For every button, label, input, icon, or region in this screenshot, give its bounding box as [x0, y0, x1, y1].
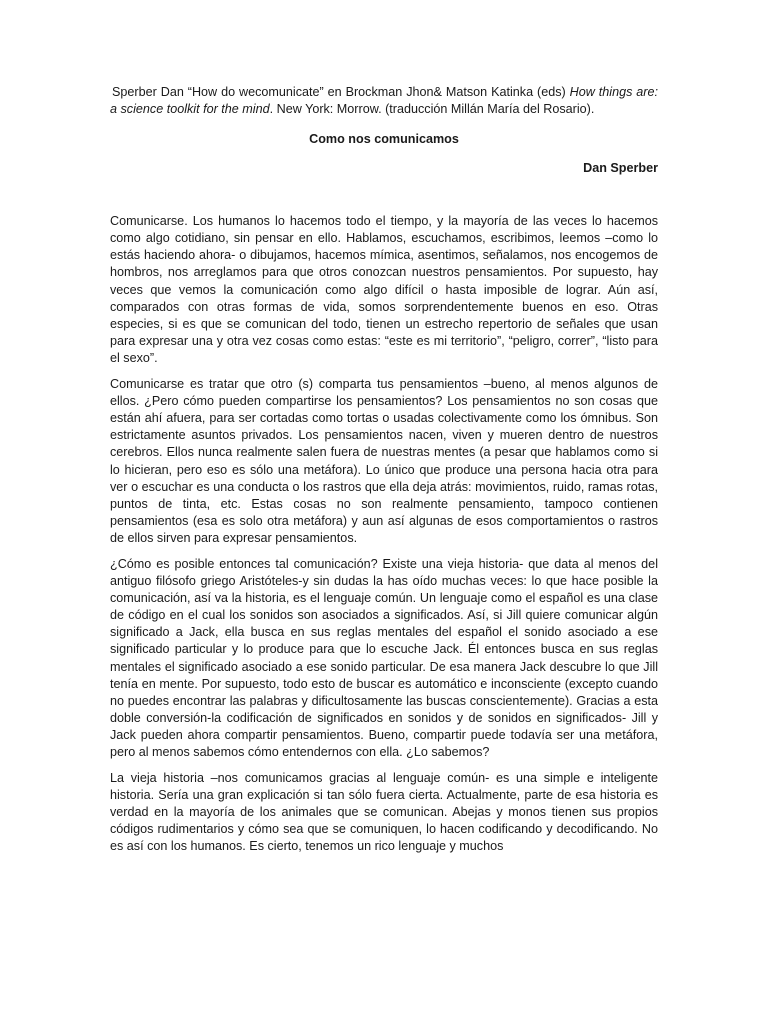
citation — [110, 84, 658, 118]
document-page — [110, 84, 658, 856]
paragraph: ¿Cómo es posible entonces tal comunicación? Existe una vieja historia- que data al menos del antiguo filósofo griego Aristóteles-y sin dudas la has oído muchas veces: lo que hace posible la comunicación, así va la historia, es el lenguaje común. Un lenguaje como el español es una clase de código en el cual los sonidos son asociados a significados. Así, si Jill quiere comunicar algún significado a Jack, ella busca en sus reglas mentales del español el sonido asociado a ese significado particular y lo produce para que lo escuche Jack. Él entonces busca en sus reglas mentales el significado asociado a ese sonido particular. De esa manera Jack descubre lo que Jill tenía en mente. Por supuesto, todo esto de buscar es automático e inconsciente (excepto cuando no puedes encontrar las palabras y dificultosamente las buscas conscientemente). Gracias a esta doble conversión-la codificación de significados en sonidos y de sonidos en significados- Jill y Jack pueden ahora compartir pensamientos. Bueno, compartir puede todavía ser una metáfora, pero al menos sabemos cómo entendernos con ella. ¿Lo sabemos? — [110, 556, 658, 759]
citation-publisher: . New York: Morrow. (traducción Millán María del Rosario). — [269, 102, 595, 117]
document-title: Como nos comunicamos — [309, 132, 459, 147]
citation-text: Sperber Dan “How do wecomunicate” en Brockman Jhon& Matson Katinka (eds) — [112, 85, 570, 99]
paragraph: La vieja historia –nos comunicamos gracias al lenguaje común- es una simple e inteligente historia. Sería una gran explicación si tan sólo fuera cierta. Actualmente, parte de esa historia es verdad en la mayoría de los animales que se comunican. Abejas y monos tienen sus propios códigos rudimentarios y cómo sea que se comuniquen, lo hacen codificando y decodificando. No es así con los humanos. Es cierto, tenemos un rico lenguaje y muchos — [110, 771, 658, 854]
citation-book-title: How things are: a science toolkit for the mind — [110, 85, 659, 117]
paragraph: Comunicarse es tratar que otro (s) comparta tus pensamientos –bueno, al menos algunos de ellos. ¿Pero cómo pueden compartirse los pensamientos? Los pensamientos no son cosas que están ahí afuera, para ser cortadas como tortas o usadas colectivamente como los ómnibus. Son estrictamente asuntos privados. Los pensamientos nacen, viven y mueren dentro de nuestros cerebros. Ellos nunca realmente salen fuera de nuestras mentes (a pesar que hablamos como si lo hicieran, pero eso es sólo una metáfora). Lo único que produce una persona hacia otra para ver o escuchar es una conducta o los rastros que ella deja atrás: movimientos, ruido, ramas rotas, puntos de tinta, etc. Estas cosas no son realmente pensamiento, tampoco contienen pensamientos (esa es solo otra metáfora) y aun así algunas de esos comportamientos o rastros de ellos sirven para expresar pensamientos. — [110, 377, 658, 545]
document-author: Dan Sperber — [583, 161, 658, 176]
paragraph: Comunicarse. Los humanos lo hacemos todo el tiempo, y la mayoría de las veces lo hacemos como algo cotidiano, sin pensar en ello. Hablamos, escuchamos, escribimos, leemos –como lo estás haciendo ahora- o dibujamos, hacemos mímica, asentimos, señalamos, nos encogemos de hombros, nos arreglamos para que otros conozcan nuestros pensamientos. Por supuesto, hay veces que vemos la comunicación como algo difícil o hasta imposible de lograr. Aún así, comparados con otras formas de vida, somos sorprendentemente buenos en eso. Otras especies, si es que se comunican del todo, tienen un estrecho repertorio de señales que usan para expresar una y otra vez cosas como estas: “este es mi territorio”, “peligro, correr”, “listo para el sexo”. — [110, 214, 658, 365]
